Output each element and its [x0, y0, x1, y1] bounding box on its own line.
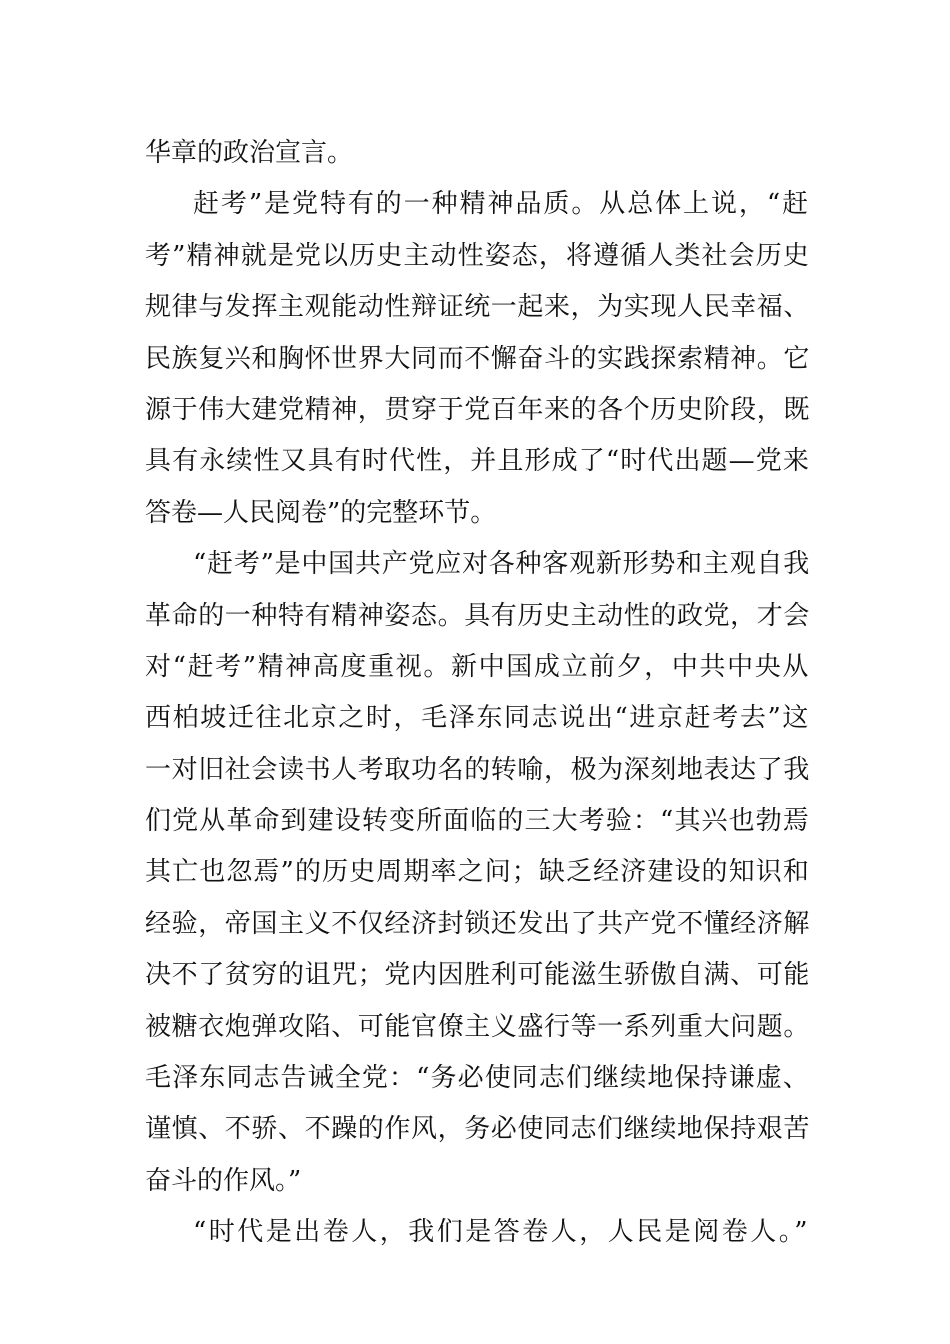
text-line: 源于伟大建党精神，贯穿于党百年来的各个历史阶段，既 [145, 394, 810, 425]
text-line: 赶考”是党特有的一种精神品质。从总体上说，“赶 [193, 189, 810, 220]
document-body-text [145, 128, 810, 1259]
text-line: 西柏坡迁往北京之时，毛泽东同志说出“进京赶考去”这 [145, 703, 810, 734]
text-line: 谨慎、不骄、不躁的作风，务必使同志们继续地保持艰苦 [145, 1114, 810, 1145]
text-line: 答卷—人民阅卷”的完整环节。 [145, 497, 497, 528]
text-line: 考”精神就是党以历史主动性姿态，将遵循人类社会历史 [145, 240, 810, 271]
text-line: 毛泽东同志告诫全党：“务必使同志们继续地保持谦虚、 [145, 1063, 810, 1094]
text-line: 们党从革命到建设转变所面临的三大考验：“其兴也勃焉 [145, 806, 810, 837]
text-line: 决不了贫穷的诅咒；党内因胜利可能滋生骄傲自满、可能 [145, 960, 810, 991]
text-line: 民族复兴和胸怀世界大同而不懈奋斗的实践探索精神。它 [145, 343, 810, 374]
text-line: 被糖衣炮弹攻陷、可能官僚主义盛行等一系列重大问题。 [145, 1011, 810, 1042]
text-line: “时代是出卷人，我们是答卷人，人民是阅卷人。” [193, 1217, 810, 1248]
text-line: 一对旧社会读书人考取功名的转喻，极为深刻地表达了我 [145, 754, 810, 785]
text-line: 具有永续性又具有时代性，并且形成了“时代出题—党来 [145, 446, 810, 477]
text-line: 革命的一种特有精神姿态。具有历史主动性的政党，才会 [145, 600, 810, 631]
text-line: “赶考”是中国共产党应对各种客观新形势和主观自我 [193, 549, 810, 580]
text-line: 其亡也忽焉”的历史周期率之问；缺乏经济建设的知识和 [145, 857, 810, 888]
text-line: 华章的政治宣言。 [145, 138, 354, 168]
text-line: 对“赶考”精神高度重视。新中国成立前夕，中共中央从 [145, 651, 810, 682]
text-line: 奋斗的作风。” [145, 1165, 302, 1196]
text-line: 经验，帝国主义不仅经济封锁还发出了共产党不懂经济解 [145, 908, 810, 939]
text-line: 规律与发挥主观能动性辩证统一起来，为实现人民幸福、 [145, 292, 810, 323]
